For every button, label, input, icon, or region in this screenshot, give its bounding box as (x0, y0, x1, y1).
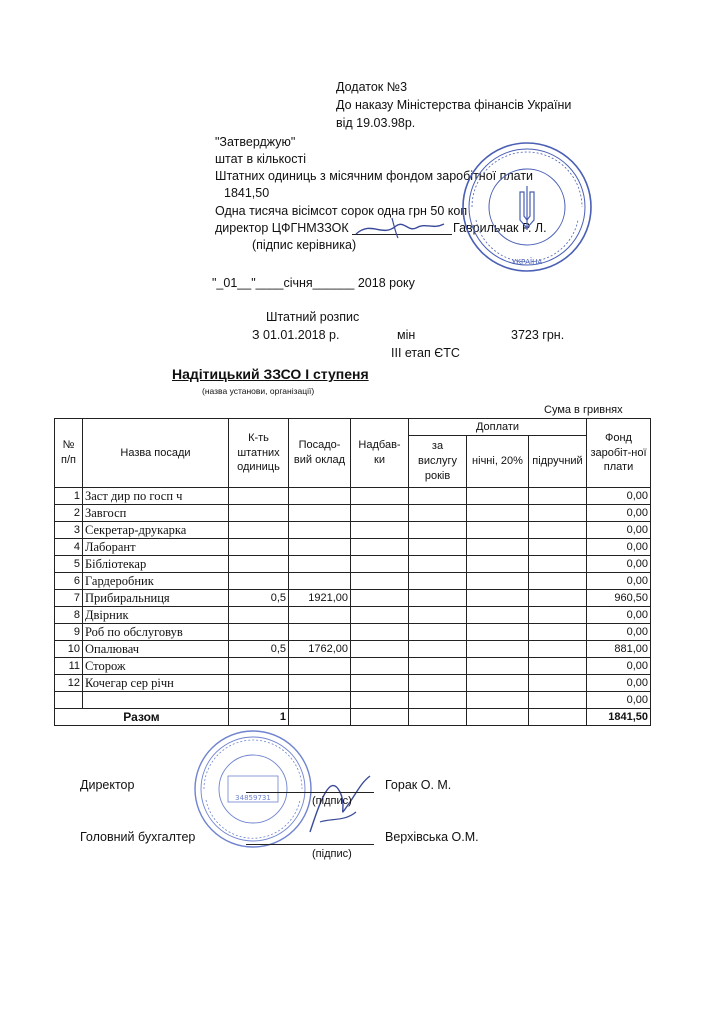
row-seniority (409, 539, 467, 556)
institution-caption: (назва установи, організації) (202, 386, 315, 396)
stamp-country-text: УКРАЇНА (511, 258, 543, 266)
row-substitute (529, 539, 587, 556)
row-bonus (351, 539, 409, 556)
row-salary (289, 658, 351, 675)
row-staff-count (229, 607, 289, 624)
row-substitute (529, 522, 587, 539)
min-value: 3723 грн. (511, 328, 565, 342)
header-fund: Фонд заробіт-ної плати (587, 419, 651, 488)
row-number: 9 (55, 624, 83, 641)
director-title: директор ЦФГНМЗЗОК (215, 221, 349, 235)
table-row (55, 607, 651, 624)
row-bonus (351, 607, 409, 624)
director-name: Гаврильчак Р. Л. (453, 221, 547, 235)
table-row (55, 692, 651, 709)
row-position-name: Кочегар сер річн (83, 675, 229, 692)
row-substitute (529, 488, 587, 505)
row-position-name: Гардеробник (83, 573, 229, 590)
row-number: 1 (55, 488, 83, 505)
row-fund: 0,00 (587, 675, 651, 692)
row-night (467, 539, 529, 556)
director-bottom-sign-line (246, 792, 374, 793)
row-seniority (409, 488, 467, 505)
row-salary (289, 607, 351, 624)
header-salary: Посадо-вий оклад (289, 419, 351, 488)
row-position-name: Лаборант (83, 539, 229, 556)
row-seniority (409, 658, 467, 675)
row-seniority (409, 556, 467, 573)
row-night (467, 607, 529, 624)
row-salary: 1921,00 (289, 590, 351, 607)
row-salary (289, 624, 351, 641)
row-night (467, 641, 529, 658)
table-row (55, 641, 651, 658)
approval-date: "_01__"____січня______ 2018 року (212, 276, 415, 290)
official-stamp-top (460, 140, 594, 274)
row-bonus (351, 692, 409, 709)
header-substitute: підручний (529, 436, 587, 488)
row-salary (289, 675, 351, 692)
row-salary: 1762,00 (289, 641, 351, 658)
row-staff-count (229, 624, 289, 641)
row-fund: 0,00 (587, 658, 651, 675)
fund-amount: 1841,50 (224, 186, 270, 200)
row-number: 5 (55, 556, 83, 573)
row-fund: 960,50 (587, 590, 651, 607)
table-row (55, 522, 651, 539)
row-salary (289, 488, 351, 505)
institution-name: Надітицький ЗЗСО І ступеня (172, 366, 369, 382)
row-substitute (529, 607, 587, 624)
appendix-number: Додаток №3 (336, 80, 408, 94)
row-bonus (351, 505, 409, 522)
schedule-title: Штатний розпис (266, 310, 360, 324)
row-staff-count (229, 675, 289, 692)
min-label: мін (397, 328, 416, 342)
row-bonus (351, 488, 409, 505)
approve-heading: "Затверджую" (215, 135, 296, 149)
currency-note: Сума в гривнях (544, 404, 623, 416)
row-fund: 881,00 (587, 641, 651, 658)
total-count: 1 (229, 709, 289, 726)
row-seniority (409, 692, 467, 709)
table-row (55, 539, 651, 556)
row-salary (289, 539, 351, 556)
ets-stage: ІІІ етап ЄТС (391, 346, 460, 360)
row-substitute (529, 641, 587, 658)
row-fund: 0,00 (587, 607, 651, 624)
row-staff-count: 0,5 (229, 641, 289, 658)
row-fund: 0,00 (587, 573, 651, 590)
table-row (55, 658, 651, 675)
row-substitute (529, 675, 587, 692)
row-staff-count (229, 692, 289, 709)
staff-count-line: штат в кількості (215, 152, 306, 166)
row-number: 11 (55, 658, 83, 675)
row-number: 3 (55, 522, 83, 539)
row-fund: 0,00 (587, 556, 651, 573)
row-seniority (409, 675, 467, 692)
row-bonus (351, 675, 409, 692)
official-stamp-bottom (192, 728, 314, 850)
sign-caption: (підпис керівника) (252, 238, 357, 252)
stamp-code-text: 34859731 (235, 794, 271, 802)
row-staff-count (229, 488, 289, 505)
table-row (55, 675, 651, 692)
total-label: Разом (55, 709, 229, 726)
row-fund: 0,00 (587, 522, 651, 539)
row-night (467, 488, 529, 505)
row-position-name (83, 692, 229, 709)
row-salary (289, 522, 351, 539)
row-substitute (529, 692, 587, 709)
row-position-name: Сторож (83, 658, 229, 675)
row-position-name: Завгосп (83, 505, 229, 522)
row-staff-count (229, 505, 289, 522)
row-bonus (351, 590, 409, 607)
table-row (55, 573, 651, 590)
row-fund: 0,00 (587, 539, 651, 556)
row-substitute (529, 658, 587, 675)
row-fund: 0,00 (587, 505, 651, 522)
fund-amount-words: Одна тисяча вісімсот сорок одна грн 50 коп (215, 204, 468, 218)
row-position-name: Опалювач (83, 641, 229, 658)
row-substitute (529, 556, 587, 573)
units-line: Штатних одиниць з місячним фондом заробітної плати (215, 169, 534, 183)
row-staff-count (229, 556, 289, 573)
accountant-caption: (підпис) (312, 848, 352, 860)
row-seniority (409, 590, 467, 607)
row-number: 10 (55, 641, 83, 658)
header-seniority: за вислугу років (409, 436, 467, 488)
row-salary (289, 505, 351, 522)
table-row (55, 624, 651, 641)
director-bottom-name: Горак О. М. (385, 778, 452, 792)
row-bonus (351, 658, 409, 675)
row-substitute (529, 505, 587, 522)
row-night (467, 675, 529, 692)
row-salary (289, 556, 351, 573)
header-no: № п/п (55, 419, 83, 488)
row-seniority (409, 607, 467, 624)
row-staff-count (229, 658, 289, 675)
row-staff-count: 0,5 (229, 590, 289, 607)
row-position-name: Заст дир по госп ч (83, 488, 229, 505)
row-number: 2 (55, 505, 83, 522)
row-staff-count (229, 539, 289, 556)
row-number: 8 (55, 607, 83, 624)
row-fund: 0,00 (587, 624, 651, 641)
row-number: 12 (55, 675, 83, 692)
row-seniority (409, 573, 467, 590)
row-seniority (409, 522, 467, 539)
staff-schedule-table (54, 418, 651, 726)
table-row (55, 590, 651, 607)
row-seniority (409, 641, 467, 658)
row-night (467, 573, 529, 590)
director-signature (352, 212, 457, 242)
row-night (467, 624, 529, 641)
header-extras: Доплати (409, 419, 587, 436)
row-night (467, 522, 529, 539)
row-night (467, 658, 529, 675)
director-bottom-caption: (підпис) (312, 795, 352, 807)
row-position-name: Роб по обслуговув (83, 624, 229, 641)
header-bonus: Надбав-ки (351, 419, 409, 488)
row-night (467, 505, 529, 522)
header-night: нічні, 20% (467, 436, 529, 488)
row-bonus (351, 573, 409, 590)
total-fund: 1841,50 (587, 709, 651, 726)
row-bonus (351, 624, 409, 641)
row-position-name: Бібліотекар (83, 556, 229, 573)
accountant-name: Верхівська О.М. (385, 830, 479, 844)
row-seniority (409, 624, 467, 641)
row-substitute (529, 590, 587, 607)
row-night (467, 556, 529, 573)
appendix-order: До наказу Міністерства фінансів України (336, 98, 572, 112)
director-label: Директор (80, 778, 135, 792)
header-position: Назва посади (83, 419, 229, 488)
row-number: 4 (55, 539, 83, 556)
header-count: К-ть штатних одиниць (229, 419, 289, 488)
row-fund: 0,00 (587, 488, 651, 505)
row-number: 6 (55, 573, 83, 590)
row-position-name: Секретар-друкарка (83, 522, 229, 539)
row-bonus (351, 522, 409, 539)
row-night (467, 590, 529, 607)
row-salary (289, 573, 351, 590)
row-seniority (409, 505, 467, 522)
schedule-from-date: З 01.01.2018 р. (252, 328, 340, 342)
row-number (55, 692, 83, 709)
table-row (55, 488, 651, 505)
row-salary (289, 692, 351, 709)
row-substitute (529, 573, 587, 590)
table-row (55, 505, 651, 522)
row-bonus (351, 641, 409, 658)
row-fund: 0,00 (587, 692, 651, 709)
accountant-label: Головний бухгалтер (80, 830, 196, 844)
row-position-name: Двірник (83, 607, 229, 624)
row-staff-count (229, 522, 289, 539)
row-position-name: Прибиральниця (83, 590, 229, 607)
appendix-date: від 19.03.98р. (336, 116, 416, 130)
row-bonus (351, 556, 409, 573)
accountant-sign-line (246, 844, 374, 845)
row-night (467, 692, 529, 709)
row-number: 7 (55, 590, 83, 607)
row-substitute (529, 624, 587, 641)
row-staff-count (229, 573, 289, 590)
table-row (55, 556, 651, 573)
